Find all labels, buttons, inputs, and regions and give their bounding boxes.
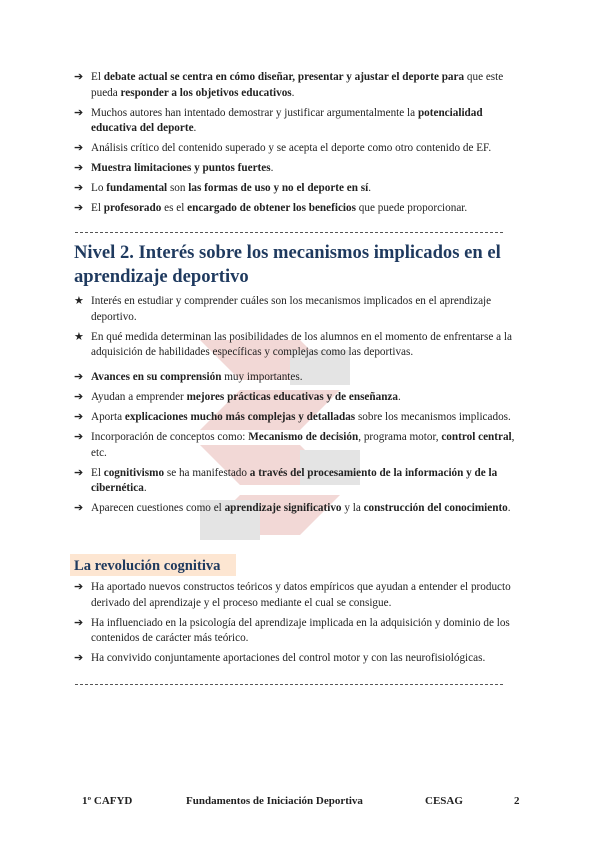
arrow-bullet-icon: ➔: [74, 162, 84, 175]
bold-text: debate actual se centra en cómo diseñar, presentar y ajustar el deporte para: [103, 71, 465, 83]
arrow-bullet-icon: ➔: [74, 142, 84, 155]
text: son: [167, 182, 189, 195]
text: En qué medida determinan las posibilidades de los alumnos en el momento de enfrentarse a la adquisición de habilidades específicas y complejas como las deportivas.: [91, 330, 512, 359]
list-item: [74, 294, 526, 325]
arrow-bullet-icon: ➔: [74, 106, 84, 119]
text: que puede proporcionar.: [355, 202, 468, 215]
star-bullet-icon: ★: [74, 330, 84, 343]
star-bullet-icon: ★: [74, 295, 84, 307]
bold-text: cognitivismo: [103, 466, 165, 479]
text: .: [507, 502, 511, 515]
dashed-divider-bottom: [75, 684, 503, 685]
text: Lo: [91, 182, 107, 195]
text: que este pueda: [91, 71, 504, 99]
text: .: [291, 86, 295, 99]
arrow-bullet-icon: ➔: [74, 502, 84, 515]
bold-text: Muestra limitaciones y puntos fuertes: [91, 162, 271, 175]
footer-institution: CESAG: [425, 795, 463, 807]
list-item: [74, 181, 526, 197]
bold-text: explicaciones mucho más complejas y detalladas: [124, 411, 356, 424]
arrow-bullet-icon: ➔: [74, 371, 84, 383]
section-heading-nivel-2: Nivel 2. Interés sobre los mecanismos implicados en el aprendizaje deportivo: [74, 242, 501, 287]
bold-text: las formas de uso y no el deporte en sí: [188, 182, 369, 195]
bold-text: responder a los objetivos educativos: [120, 86, 292, 99]
subsection-heading-revolucion-cognitiva: La revolución cognitiva: [70, 554, 236, 576]
text: Incorporación de conceptos como:: [91, 431, 249, 444]
arrow-bullet-icon: ➔: [74, 616, 84, 629]
text: .: [193, 122, 197, 135]
text: .: [368, 182, 372, 195]
mechanisms-bullet-list: [74, 370, 526, 522]
text: Muchos autores han intentado demostrar y justificar argumentalmente la: [91, 106, 418, 119]
text: se ha manifestado: [164, 466, 250, 479]
text: es el: [161, 202, 188, 215]
star-bullet-list: [74, 294, 526, 365]
list-item: [74, 651, 526, 667]
arrow-bullet-icon: ➔: [74, 182, 84, 195]
text: .: [270, 162, 274, 175]
text: Ha convivido conjuntamente aportaciones del control motor y con las neurofisiológicas.: [91, 652, 486, 665]
bold-text: Mecanismo de decisión: [248, 431, 359, 444]
arrow-bullet-icon: ➔: [74, 71, 84, 83]
bold-text: control central: [441, 431, 512, 444]
arrow-bullet-icon: ➔: [74, 202, 84, 215]
bold-text: mejores prácticas educativas y de enseñanza: [186, 391, 398, 404]
list-item: [74, 410, 526, 426]
text: Aporta: [91, 411, 125, 424]
list-item: [74, 501, 526, 517]
list-item: [74, 161, 526, 177]
list-item: [74, 430, 526, 461]
bold-text: fundamental: [106, 182, 168, 195]
text: , programa motor,: [358, 431, 442, 444]
list-item: [74, 201, 526, 217]
arrow-bullet-icon: ➔: [74, 431, 84, 444]
arrow-bullet-icon: ➔: [74, 411, 84, 424]
text: sobre los mecanismos implicados.: [355, 411, 511, 424]
text: .: [398, 391, 401, 404]
text: El: [91, 466, 104, 479]
arrow-bullet-icon: ➔: [74, 652, 84, 665]
list-item: [74, 390, 526, 406]
arrow-bullet-icon: ➔: [74, 391, 84, 404]
arrow-bullet-icon: ➔: [74, 466, 84, 479]
intro-bullet-list: [74, 70, 526, 222]
footer-page-number: 2: [514, 795, 520, 807]
bold-text: a través del procesamiento de la información y de la cibernética: [91, 466, 498, 495]
text: El: [91, 202, 104, 215]
list-item: [74, 330, 526, 361]
text: Análisis crítico del contenido superado y se acepta el deporte como otro contenido de EF.: [91, 142, 492, 155]
text: .: [143, 482, 147, 495]
text: Ha influenciado en la psicología del aprendizaje implicada en la adquisición y dominio de los contenidos de carácter más teórico.: [91, 616, 510, 645]
text: Aparecen cuestiones como el: [91, 502, 225, 515]
arrow-bullet-icon: ➔: [74, 581, 84, 593]
bold-text: Avances en su comprensión: [91, 371, 222, 383]
cognitive-revolution-bullet-list: [74, 580, 526, 671]
text: El: [91, 71, 104, 83]
list-item: [74, 370, 526, 386]
list-item: [74, 616, 526, 647]
text: y la: [341, 502, 364, 515]
bold-text: profesorado: [103, 202, 162, 215]
text: Interés en estudiar y comprender cuáles son los mecanismos implicados en el aprendizaje deportivo.: [91, 295, 492, 323]
text: Ayudan a emprender: [91, 391, 187, 404]
bold-text: construcción del conocimiento: [363, 502, 508, 515]
text: Ha aportado nuevos constructos teóricos y datos empíricos que ayudan a entender el producto derivado del aprendizaje y el proceso mediante el cual se consigue.: [91, 581, 511, 609]
bold-text: encargado de obtener los beneficios: [187, 202, 356, 215]
dashed-divider-top: [75, 232, 503, 233]
footer-course: 1º CAFYD: [82, 795, 133, 807]
list-item: [74, 580, 526, 611]
footer-subject: Fundamentos de Iniciación Deportiva: [186, 795, 363, 807]
text: , etc.: [91, 431, 515, 459]
list-item: [74, 70, 526, 101]
bold-text: potencialidad educativa del deporte: [91, 106, 483, 135]
text: muy importantes.: [221, 371, 303, 383]
list-item: [74, 106, 526, 137]
bold-text: aprendizaje significativo: [224, 502, 342, 515]
list-item: [74, 466, 526, 497]
list-item: [74, 141, 526, 157]
